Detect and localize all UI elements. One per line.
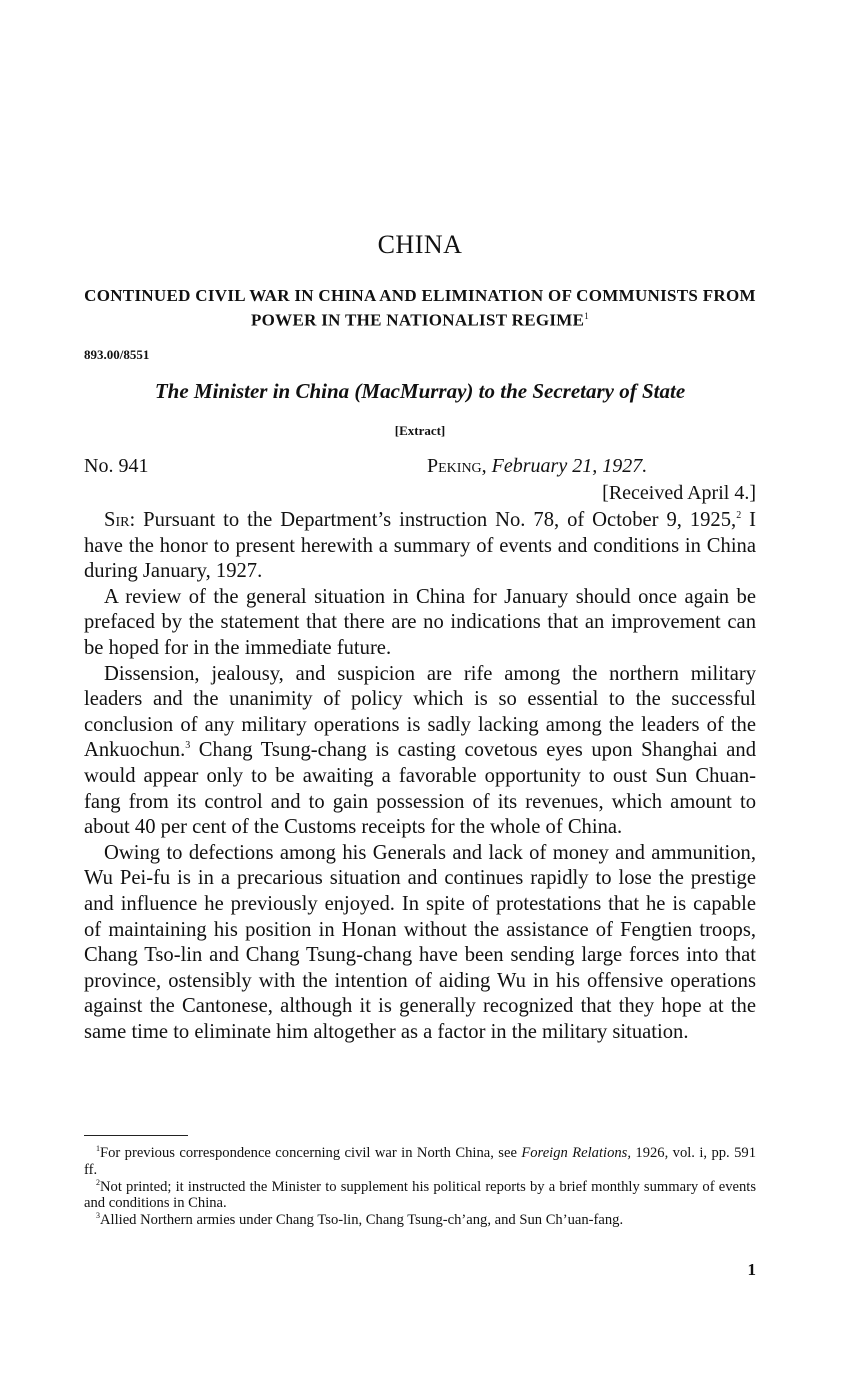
footnote-divider [84,1135,188,1136]
footnote-1-number: 1 [96,1144,100,1154]
paragraph-1-text-b: I have the honor to present herewith a summary of events and conditions in China during January, 1927. [84,509,756,583]
paragraph-3 [84,662,756,841]
footnote-3-number: 3 [96,1211,100,1221]
footnotes [84,1145,756,1229]
document-title-name: MacMurray [361,379,467,403]
document-title-part1: The Minister in China ( [154,379,362,403]
extract-label: [Extract] [394,423,446,438]
received-date: [Received April 4.] [602,482,756,504]
paragraph-1-text-a: Pursuant to the Department’s instruction No. 78, of October 9, 1925, [135,509,737,531]
footnote-1 [84,1145,756,1179]
footnote-3 [84,1212,756,1229]
footnote-2 [84,1179,756,1213]
paragraph-4: Owing to defections among his Generals and lack of money and ammunition, Wu Pei-fu is in a precarious situation and continues rapidly to lose the prestige and influence he previously enjoyed. In spite of protestations that he is capable of maintaining his position in Honan without the assistance of Fengtien troops, Chang Tso-lin and Chang Tsung-chang have been sending large forces into that province, ostensibly with the intention of aiding Wu in his offensive operations against the Cantonese, although it is generally recognized that they hope at the same time to eliminate him altogether as a factor in the military situation. [84,841,756,1043]
dateline-place: Peking, [427,455,487,477]
salutation: Sir: [104,509,136,531]
heading-footnote-ref: 1 [584,311,590,321]
section-heading-text: CONTINUED CIVIL WAR IN CHINA AND ELIMINATION OF COMMUNISTS FROM POWER IN THE NATIONALIST REGIME [84,286,756,330]
section-heading [84,285,756,331]
document-title-part2: ) to the Secretary of State [466,379,686,403]
paragraph-2: A review of the general situation in China for January should once again be prefaced by the statement that there are no indications that an improvement can be hoped for in the immediate future. [84,585,756,659]
dateline [427,455,647,478]
country-title: CHINA [377,230,463,259]
footnote-1-italic: Foreign Relations, [521,1145,631,1161]
letter-body [84,508,756,1045]
footnote-ref-3: 3 [185,740,191,752]
footnote-2-number: 2 [96,1177,100,1187]
footnote-1-text-a: For previous correspondence concerning civil war in North China, see [100,1145,522,1161]
footnote-2-text: Not printed; it instructed the Minister to supplement his political reports by a brief monthly summary of events and conditions in China. [84,1178,756,1212]
footnote-3-text: Allied Northern armies under Chang Tso-lin, Chang Tsung-ch’ang, and Sun Ch’uan-fang. [100,1212,624,1229]
page-number: 1 [747,1260,756,1279]
document-title [84,379,756,404]
footnote-1-text-b: 1926, vol. i, pp. 591 ff. [84,1145,756,1178]
paragraph-3-text-a: Dissension, jealousy, and suspicion are rife among the northern military leaders and the unanimity of policy which is so essential to the successful conclusion of any military operations is sadly lacking among the leaders of the Ankuochun. [84,662,756,762]
paragraph-1 [84,508,756,585]
dateline-date: February 21, 1927. [491,455,648,477]
file-number: 893.00/8551 [84,347,150,362]
paragraph-3-text-b: Chang Tsung-chang is casting covetous eyes upon Shanghai and would appear only to be awaiting a favorable opportunity to oust Sun Chuan-fang from its control and to gain possession of its revenues, which amount to about 40 per cent of the Customs receipts for the whole of China. [84,739,756,839]
footnote-ref-2: 2 [736,510,742,522]
despatch-number: No. 941 [84,455,149,477]
